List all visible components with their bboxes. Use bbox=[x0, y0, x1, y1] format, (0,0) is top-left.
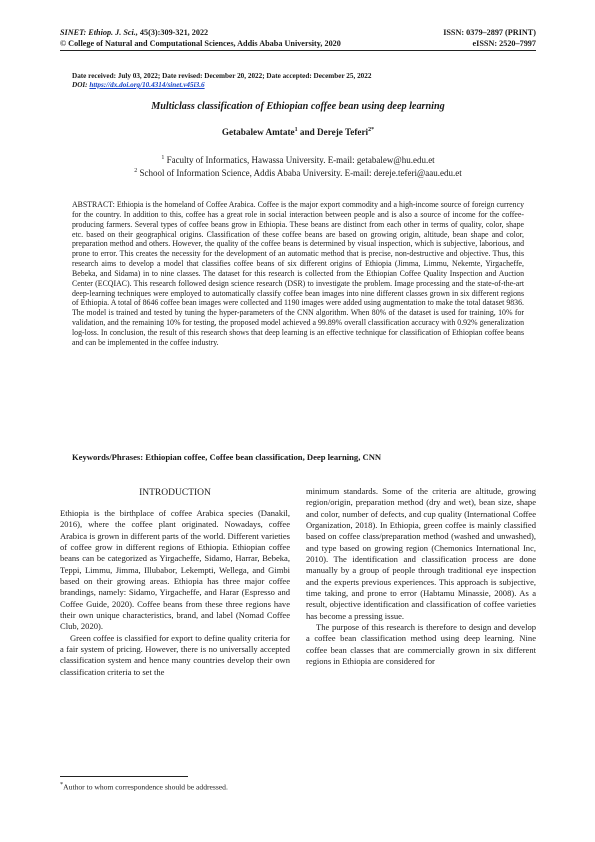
eissn: eISSN: 2520–7997 bbox=[472, 39, 536, 48]
keywords-text: Ethiopian coffee, Coffee bean classification, Deep learning, CNN bbox=[145, 452, 382, 462]
doi-label: DOI: bbox=[72, 81, 88, 89]
author-1-sup: 1 bbox=[294, 127, 298, 133]
intro-paragraph-1: Ethiopia is the birthplace of coffee Arabica species (Danakil, 2016), where the coffee plant originated. Nowadays, coffee Arabica is grown in different parts of the world. Different varieties of coffee grow in different regions of Ethiopia. Ethiopian coffee beans can be categorized as Yirgacheffe, Sidamo, Harrar, Bebeka, Teppi, Limmu, Jimma, Illubabor, Lekempti, Wellega, and Gimbi based on their growing areas. Ethiopia has three major coffee brandings, namely: Sidamo, Yirgacheffe, and Harar (Espresso and Coffee Guide, 2020). Coffee beans from these three regions have their own unique characteristics, brand, and label (Nomad Coffee Club, 2020). bbox=[60, 508, 290, 632]
footnote bbox=[60, 781, 228, 792]
copyright-line: © College of Natural and Computational Sciences, Addis Ababa University, 2020 bbox=[60, 39, 341, 48]
footnote-mark: * bbox=[60, 781, 64, 788]
affiliation-1-sup: 1 bbox=[161, 155, 165, 161]
intro-paragraph-4: The purpose of this research is therefore to design and develop a coffee bean classification method using deep learning. Nine coffee bean classes that are commercially grown in six different regions in Ethiopia are considered for bbox=[306, 622, 536, 667]
doi-line bbox=[72, 81, 205, 90]
paper-title: Multiclass classification of Ethiopian coffee bean using deep learning bbox=[151, 101, 445, 112]
issn-print: ISSN: 0379–2897 (PRINT) bbox=[443, 28, 536, 37]
dates-line: Date received: July 03, 2022; Date revised: December 20, 2022; Date accepted: December 25, 2022 bbox=[72, 72, 372, 80]
left-column bbox=[60, 508, 290, 678]
abstract-text: Ethiopia is the homeland of Coffee Arabica. Coffee is the major export commodity and a high-income source of foreign currency for the country. In addition to this, coffee has a great role in social interaction between people and is also a source of income for the coffee-producing farmers. Several types of coffee beans grow in Ethiopia. These beans are distinct from each other in terms of quality, color, shape etc. based on their geographical origins. Classification of these coffee beans are based on growing origin, altitude, bean shape and color, preparation method and others. However, the quality of the coffee beans is determined by visual inspection, which is subjective, laborious, and prone to error. This creates the necessity for the development of an automatic method that is precise, non-destructive and objective. Thus, this research aims to develop a model that classifies coffee beans of six different origins of Ethiopia (Jimma, Limmu, Nekemte, Yirgacheffe, Bebeka, and Sidama) in to nine classes. The dataset for this research is collected from the Ethiopian Coffee Quality Inspection and Auction Center (ECQIAC). This research followed design science research (DSR) to investigate the problem. Image processing and the state-of-the-art deep-learning techniques were employed to automatically classify coffee bean images into nine different classes grown in six different regions of Ethiopia. A total of 8646 coffee bean images were collected and 1190 images were added using augmentation to make the total dataset 9836. The model is trained and tested by tuning the hyper-parameters of the CNN algorithm. When 80% of the dataset is used for training, 10% for validation, and the remaining 10% for testing, the proposed model achieved a 99.89% overall classification accuracy with 0.92% generalization log-loss. In conclusion, the result of this research shows that deep learning is an effective technique for classification of Ethiopian coffee beans and can be implemented in the coffee industry. bbox=[72, 200, 524, 347]
right-column bbox=[306, 486, 536, 668]
keywords-label: Keywords/Phrases: bbox=[72, 452, 144, 462]
abstract bbox=[72, 200, 524, 348]
footnote-text: Author to whom correspondence should be addressed. bbox=[63, 782, 228, 792]
author-2-sup: 2* bbox=[368, 127, 375, 133]
footnote-rule bbox=[60, 776, 188, 777]
header-rule bbox=[60, 50, 536, 51]
intro-paragraph-2: Green coffee is classified for export to define quality criteria for a fair system of pricing. However, there is no universally accepted classification system and hence many countries develop their own classification criteria to set the bbox=[60, 632, 290, 677]
affiliation-2 bbox=[60, 165, 536, 179]
intro-paragraph-3: minimum standards. Some of the criteria are altitude, growing region/origin, preparation method (dry and wet), bean size, shape and color, number of defects, and cup quality (International Coffee Organization, 2018). In Ethiopia, green coffee is mainly classified based on coffee class/preparation method (washed and unwashed), and type based on growing region (Chemonics International Inc, 2010). The identification and classification process are done manually by a group of people through traditional eye inspection and the experts previous experiences. This approach is subjective, time taking, and prone to error (Habtamu Minassie, 2008). As a result, objective identification and classification of coffee varieties has become a pressing issue. bbox=[306, 486, 536, 621]
doi-link[interactable]: https://dx.doi.org/10.4314/sinet.v45i3.6 bbox=[89, 81, 205, 89]
abstract-label: ABSTRACT: bbox=[72, 200, 115, 209]
author-1: Getabalew Amtate bbox=[221, 127, 295, 138]
journal-volume: 45(3):309-321, 2022 bbox=[139, 28, 209, 37]
author-line bbox=[60, 127, 536, 137]
keywords bbox=[72, 452, 524, 462]
affiliation-2-text: School of Information Science, Addis Ababa University. E-mail: dereje.teferi@aau.edu.et bbox=[139, 168, 462, 178]
journal-citation bbox=[60, 28, 208, 38]
author-and: and bbox=[299, 127, 315, 138]
journal-name: Ethiop. J. Sci., bbox=[88, 28, 138, 37]
affiliation-1 bbox=[60, 152, 536, 166]
author-2: Dereje Teferi bbox=[317, 127, 369, 138]
introduction-heading: INTRODUCTION bbox=[139, 488, 211, 498]
affiliation-2-sup: 2 bbox=[134, 168, 138, 174]
journal-prefix: SINET: bbox=[60, 28, 87, 37]
affiliation-1-text: Faculty of Informatics, Hawassa University. E-mail: getabalew@hu.edu.et bbox=[166, 155, 435, 165]
